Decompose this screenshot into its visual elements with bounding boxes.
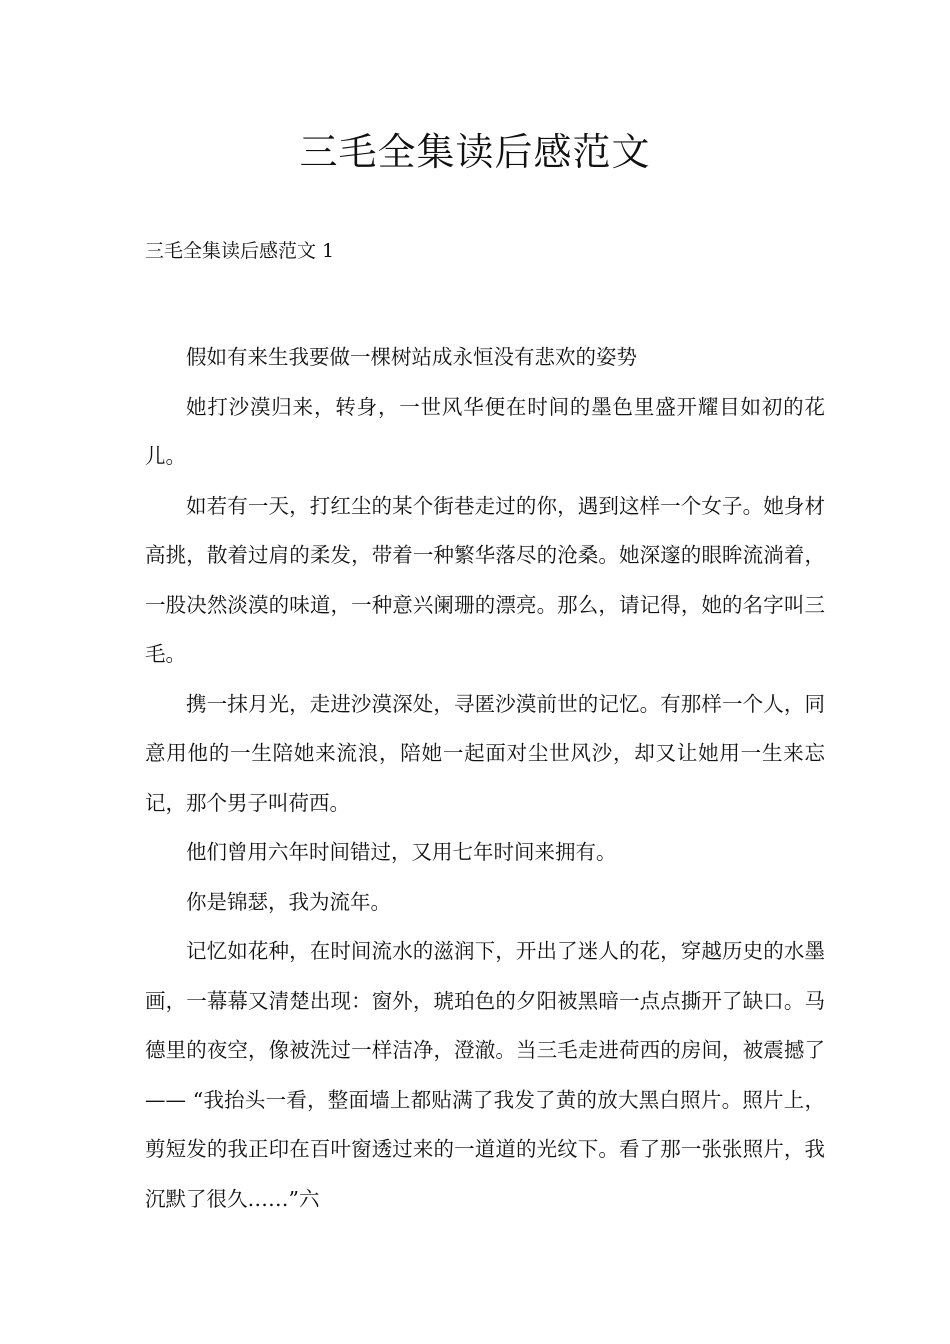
paragraph: 如若有一天，打红尘的某个街巷走过的你，遇到这样一个女子。她身材高挑，散着过肩的柔发，带着一种繁华落尽的沧桑。她深邃的眼眸流淌着，一股决然淡漠的味道，一种意兴阑珊的漂亮。那么，请记得，她的名字叫三毛。 xyxy=(145,493,825,666)
paragraph: 他们曾用六年时间错过，又用七年时间来拥有。 xyxy=(186,840,617,864)
document-title: 三毛全集读后感范文 xyxy=(299,130,651,174)
body-text xyxy=(145,333,825,1224)
paragraph: 你是锦瑟，我为流年。 xyxy=(186,889,391,914)
paragraph: 携一抹月光，走进沙漠深处，寻匿沙漠前世的记忆。有那样一个人，同意用他的一生陪她来流浪，陪她一起面对尘世风沙，却又让她用一生来忘记，那个男子叫荷西。 xyxy=(145,691,825,815)
paragraph: 她打沙漠归来，转身，一世风华便在时间的墨色里盛开耀目如初的花儿。 xyxy=(145,394,825,468)
paragraph: 假如有来生我要做一棵树站成永恒没有悲欢的姿势 xyxy=(186,345,637,369)
section-heading: 三毛全集读后感范文 1 xyxy=(145,240,335,262)
paragraph: 记忆如花种，在时间流水的滋润下，开出了迷人的花，穿越历史的水墨画，一幕幕又清楚出现：窗外，琥珀色的夕阳被黑暗一点点撕开了缺口。马德里的夜空，像被洗过一样洁净，澄澈。当三毛走进荷西的房间，被震撼了—— “我抬头一看，整面墙上都贴满了我发了黄的放大黑白照片。照片上，剪短发的我正印在百叶窗透过来的一道道的光纹下。看了那一张张照片，我沉默了很久……”六 xyxy=(145,939,825,1211)
